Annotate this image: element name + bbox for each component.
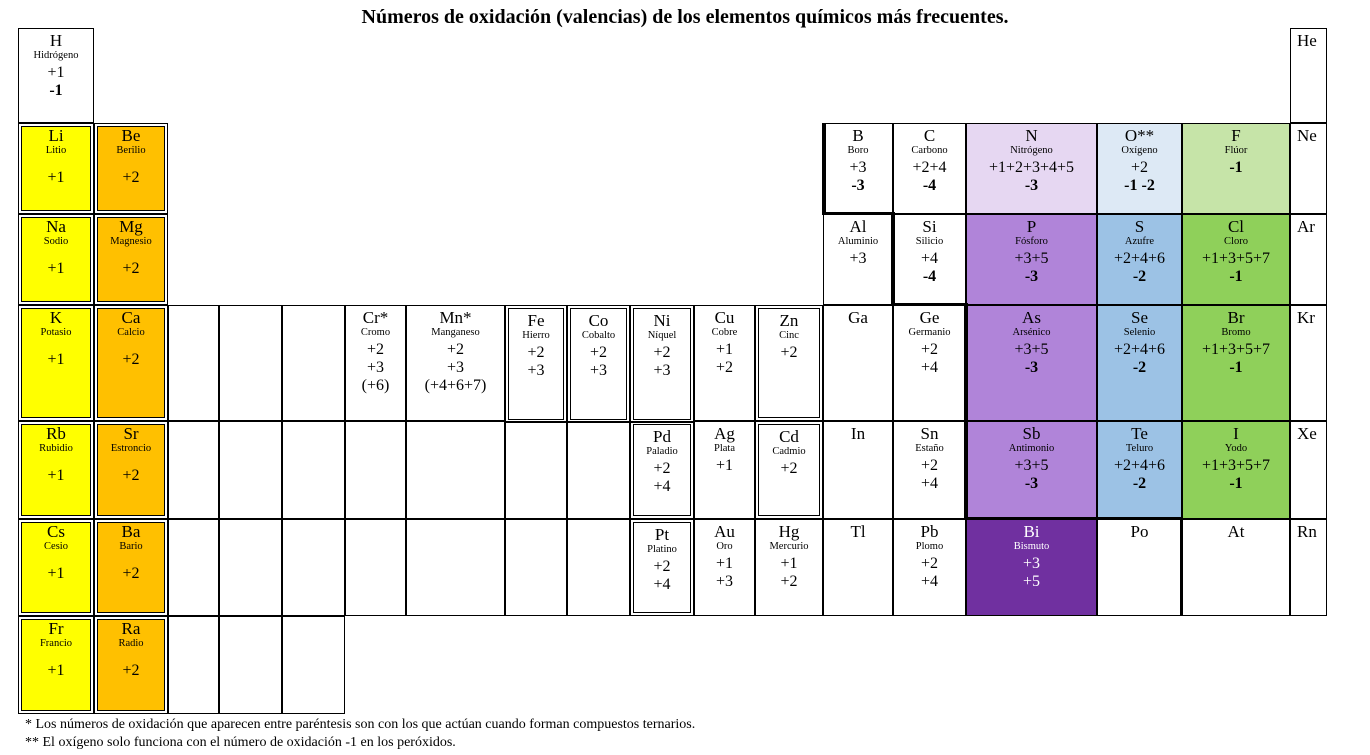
element-cell bbox=[18, 519, 94, 616]
element-symbol: Hg bbox=[778, 522, 800, 541]
oxidation-negative: -1 bbox=[1229, 267, 1243, 285]
empty-cell bbox=[505, 421, 567, 519]
oxidation-positive-2: +3 bbox=[715, 572, 734, 590]
oxidation-positive: +1+3+5+7 bbox=[1201, 249, 1271, 267]
element-symbol: Li bbox=[48, 126, 64, 145]
empty-cell bbox=[505, 519, 567, 616]
noble-gas-cell: Kr bbox=[1290, 305, 1327, 421]
spacer bbox=[95, 159, 167, 169]
empty-cell bbox=[219, 616, 282, 714]
element-name: Sodio bbox=[43, 236, 69, 248]
oxidation-positive: +2+4+6 bbox=[1113, 456, 1166, 474]
oxidation-positive: +1 bbox=[715, 456, 734, 474]
oxidation-positive: +3 bbox=[1022, 554, 1041, 572]
element-cell bbox=[893, 421, 966, 519]
oxidation-negative: -1 bbox=[1229, 158, 1243, 176]
element-symbol: Ge bbox=[919, 308, 940, 327]
element-name: Magnesio bbox=[110, 236, 152, 248]
oxidation-positive-2: +4 bbox=[920, 358, 939, 376]
oxidation-positive: +2 bbox=[527, 343, 545, 361]
element-name: Cobre bbox=[711, 327, 738, 339]
empty-cell bbox=[345, 519, 406, 616]
oxidation-negative: -1 bbox=[1229, 474, 1243, 492]
element-symbol: H bbox=[49, 31, 63, 50]
oxidation-positive: +4 bbox=[920, 249, 939, 267]
element-cell bbox=[893, 519, 966, 616]
element-cell bbox=[1097, 305, 1182, 421]
spacer bbox=[19, 250, 93, 260]
element-cell bbox=[1182, 214, 1290, 305]
element-name: Teluro bbox=[1125, 443, 1154, 455]
empty-cell bbox=[219, 519, 282, 616]
element-cell bbox=[823, 305, 893, 421]
element-name: Radio bbox=[118, 638, 144, 650]
element-symbol: Zn bbox=[779, 311, 799, 330]
oxidation-positive: +2 bbox=[122, 466, 140, 484]
boundary-line bbox=[822, 212, 894, 215]
spacer bbox=[95, 555, 167, 565]
spacer bbox=[19, 555, 93, 565]
spacer bbox=[19, 341, 93, 351]
boundary-line bbox=[1180, 517, 1183, 615]
oxidation-positive-2: +4 bbox=[653, 477, 671, 495]
element-cell bbox=[345, 305, 406, 421]
element-symbol: Bi bbox=[1023, 522, 1040, 541]
element-name: Plomo bbox=[915, 541, 944, 553]
empty-cell bbox=[406, 421, 505, 519]
element-cell bbox=[823, 519, 893, 616]
element-name: Germanio bbox=[908, 327, 951, 339]
element-cell bbox=[966, 421, 1097, 519]
element-symbol: Cu bbox=[714, 308, 735, 327]
element-symbol: Cs bbox=[47, 522, 65, 541]
element-symbol: Sr bbox=[123, 424, 139, 443]
element-name: Oro bbox=[716, 541, 733, 553]
element-symbol: Se bbox=[1131, 308, 1148, 327]
oxidation-positive-2: +3 bbox=[589, 361, 608, 379]
element-cell bbox=[94, 305, 168, 421]
element-name: Cinc bbox=[779, 330, 799, 342]
element-name: Oxígeno bbox=[1121, 145, 1158, 157]
element-cell bbox=[694, 519, 755, 616]
element-name: Calcio bbox=[117, 327, 145, 339]
element-cell bbox=[823, 214, 893, 305]
element-symbol: Ra bbox=[121, 619, 141, 638]
oxidation-positive: +1 bbox=[47, 259, 65, 277]
oxidation-positive: +2 bbox=[589, 343, 608, 361]
oxidation-positive: +2+4 bbox=[912, 158, 947, 176]
element-symbol: N bbox=[1025, 126, 1038, 145]
element-cell bbox=[18, 421, 94, 519]
oxidation-positive: +2 bbox=[366, 340, 385, 358]
element-cell bbox=[966, 519, 1097, 616]
oxidation-positive: +2 bbox=[122, 661, 140, 679]
element-cell bbox=[893, 214, 966, 305]
element-symbol: In bbox=[850, 424, 866, 443]
element-name: Berilio bbox=[116, 145, 146, 157]
element-name: Potasio bbox=[40, 327, 72, 339]
element-cell bbox=[966, 214, 1097, 305]
element-name: Rubidio bbox=[39, 443, 73, 455]
oxidation-positive: +2+4+6 bbox=[1113, 340, 1166, 358]
oxidation-negative: -3 bbox=[1024, 267, 1039, 285]
element-name: Cadmio bbox=[772, 446, 806, 458]
element-symbol: Ni bbox=[653, 311, 671, 330]
element-symbol: C bbox=[923, 126, 936, 145]
oxidation-positive: +2 bbox=[446, 340, 465, 358]
oxidation-positive: +2 bbox=[122, 350, 140, 368]
element-cell bbox=[18, 28, 94, 123]
element-cell bbox=[630, 421, 694, 519]
element-symbol: Te bbox=[1131, 424, 1148, 443]
element-name: Silicio bbox=[915, 236, 944, 248]
oxidation-positive: +1 bbox=[47, 661, 65, 679]
footnote-1: * Los números de oxidación que aparecen entre paréntesis son con los que actúan cuando forman compuestos ternarios. bbox=[25, 717, 696, 732]
element-name: Paladio bbox=[646, 446, 678, 458]
oxidation-negative: -2 bbox=[1132, 474, 1147, 492]
element-cell bbox=[1097, 214, 1182, 305]
element-name: Cobalto bbox=[581, 330, 616, 342]
element-symbol: As bbox=[1022, 308, 1041, 327]
empty-cell bbox=[168, 616, 219, 714]
oxidation-positive: +3 bbox=[849, 249, 867, 267]
element-symbol: Pb bbox=[920, 522, 939, 541]
element-cell bbox=[18, 305, 94, 421]
oxidation-positive: +2 bbox=[920, 554, 939, 572]
element-symbol: Sn bbox=[920, 424, 939, 443]
boundary-line bbox=[822, 123, 826, 214]
element-symbol: Sb bbox=[1022, 424, 1041, 443]
element-name: Níquel bbox=[647, 330, 677, 342]
element-cell bbox=[1182, 519, 1290, 616]
oxidation-negative: -1 bbox=[49, 81, 63, 99]
element-name: Flúor bbox=[1224, 145, 1248, 157]
element-name: Fósforo bbox=[1015, 236, 1048, 248]
element-name: Plata bbox=[714, 443, 735, 455]
element-name: Estaño bbox=[915, 443, 944, 455]
element-cell bbox=[1097, 519, 1182, 616]
element-cell bbox=[567, 305, 630, 423]
element-symbol: At bbox=[1227, 522, 1245, 541]
oxidation-negative: -1 bbox=[1229, 358, 1243, 376]
element-symbol: K bbox=[49, 308, 63, 327]
oxidation-positive-3: (+4+6+7) bbox=[424, 376, 487, 394]
oxidation-negative: -2 bbox=[1132, 267, 1147, 285]
element-cell bbox=[630, 519, 694, 616]
oxidation-positive-3: (+6) bbox=[361, 376, 390, 394]
element-name: Azufre bbox=[1124, 236, 1155, 248]
spacer bbox=[95, 250, 167, 260]
empty-cell bbox=[345, 421, 406, 519]
element-cell bbox=[18, 123, 94, 214]
element-name: Arsénico bbox=[1012, 327, 1051, 339]
element-name: Hidrógeno bbox=[33, 50, 79, 62]
spacer bbox=[95, 457, 167, 467]
element-symbol: Pd bbox=[653, 427, 671, 446]
oxidation-positive: +2+4+6 bbox=[1113, 249, 1166, 267]
element-symbol: Fe bbox=[527, 311, 545, 330]
element-symbol: O** bbox=[1124, 126, 1155, 145]
boundary-line bbox=[964, 303, 968, 520]
empty-cell bbox=[219, 305, 282, 421]
element-cell bbox=[694, 421, 755, 519]
oxidation-positive: +2 bbox=[920, 340, 939, 358]
element-name: Cromo bbox=[360, 327, 391, 339]
element-symbol: Ag bbox=[714, 424, 735, 443]
spacer bbox=[19, 652, 93, 662]
spacer bbox=[95, 652, 167, 662]
element-name: Francio bbox=[39, 638, 73, 650]
oxidation-positive: +2 bbox=[1130, 158, 1149, 176]
element-cell bbox=[1097, 421, 1182, 519]
oxidation-negative: -4 bbox=[922, 176, 937, 194]
oxidation-positive: +2 bbox=[920, 456, 939, 474]
oxidation-positive: +3 bbox=[849, 158, 867, 176]
oxidation-negative: -3 bbox=[1024, 474, 1039, 492]
element-cell bbox=[755, 305, 823, 421]
empty-cell bbox=[168, 519, 219, 616]
empty-cell bbox=[567, 519, 630, 616]
element-cell bbox=[893, 305, 966, 421]
element-symbol: I bbox=[1233, 424, 1239, 443]
element-cell bbox=[94, 519, 168, 616]
element-symbol: Ca bbox=[121, 308, 141, 327]
element-name: Selenio bbox=[1123, 327, 1156, 339]
oxidation-positive: +1 bbox=[715, 340, 734, 358]
oxidation-positive: +2 bbox=[122, 168, 140, 186]
element-symbol: Pt bbox=[654, 525, 670, 544]
empty-cell bbox=[567, 421, 630, 519]
element-name: Bario bbox=[119, 541, 143, 553]
noble-gas-cell: Ar bbox=[1290, 214, 1327, 305]
element-name: Hierro bbox=[522, 330, 550, 342]
oxidation-positive: +1 bbox=[47, 63, 65, 81]
oxidation-positive-2: +4 bbox=[920, 474, 939, 492]
empty-cell bbox=[406, 519, 505, 616]
empty-cell bbox=[282, 305, 345, 421]
footnotes bbox=[25, 716, 695, 752]
oxidation-positive: +2 bbox=[653, 343, 671, 361]
element-name: Nitrógeno bbox=[1010, 145, 1053, 157]
oxidation-positive: +1+3+5+7 bbox=[1201, 456, 1271, 474]
element-name: Yodo bbox=[1224, 443, 1248, 455]
spacer bbox=[19, 457, 93, 467]
element-name: Bromo bbox=[1221, 327, 1251, 339]
element-cell bbox=[505, 305, 567, 423]
element-cell bbox=[18, 214, 94, 305]
empty-cell bbox=[168, 421, 219, 519]
oxidation-positive: +2 bbox=[780, 343, 798, 361]
element-symbol: Si bbox=[922, 217, 937, 236]
element-cell bbox=[755, 519, 823, 616]
element-symbol: Br bbox=[1227, 308, 1245, 327]
element-name: Estroncio bbox=[110, 443, 152, 455]
element-name: Cesio bbox=[44, 541, 68, 553]
element-name: Litio bbox=[45, 145, 67, 157]
oxidation-positive: +2 bbox=[780, 459, 798, 477]
oxidation-positive: +1+3+5+7 bbox=[1201, 340, 1271, 358]
element-symbol: Cr* bbox=[362, 308, 389, 327]
element-cell bbox=[1182, 305, 1290, 421]
oxidation-positive-2: +2 bbox=[780, 572, 798, 590]
element-cell bbox=[694, 305, 755, 421]
element-cell bbox=[630, 305, 694, 423]
element-symbol: B bbox=[852, 126, 864, 145]
element-cell bbox=[406, 305, 505, 421]
element-symbol: Tl bbox=[850, 522, 866, 541]
element-cell bbox=[94, 616, 168, 714]
element-cell bbox=[1182, 123, 1290, 214]
oxidation-positive: +3+5 bbox=[1014, 249, 1049, 267]
oxidation-negative: -2 bbox=[1132, 358, 1147, 376]
oxidation-positive: +2 bbox=[653, 557, 671, 575]
boundary-line bbox=[891, 212, 895, 306]
oxidation-positive: +1 bbox=[47, 466, 65, 484]
oxidation-positive-2: +5 bbox=[1022, 572, 1041, 590]
element-symbol: S bbox=[1134, 217, 1145, 236]
element-symbol: Po bbox=[1130, 522, 1149, 541]
element-cell bbox=[966, 305, 1097, 421]
element-symbol: Au bbox=[714, 522, 735, 541]
element-cell bbox=[755, 421, 823, 519]
oxidation-positive-2: +3 bbox=[653, 361, 671, 379]
oxidation-positive: +1+2+3+4+5 bbox=[988, 158, 1075, 176]
oxidation-negative: -4 bbox=[922, 267, 937, 285]
element-cell bbox=[1097, 123, 1182, 214]
element-symbol: Cl bbox=[1227, 217, 1245, 236]
element-symbol: Ba bbox=[121, 522, 141, 541]
oxidation-positive: +1 bbox=[715, 554, 734, 572]
noble-gas-cell: Ne bbox=[1290, 123, 1327, 214]
element-name: Manganeso bbox=[431, 327, 480, 339]
oxidation-negative: -3 bbox=[1024, 176, 1039, 194]
element-cell bbox=[94, 123, 168, 214]
element-symbol: Co bbox=[588, 311, 609, 330]
element-cell bbox=[823, 421, 893, 519]
element-cell bbox=[893, 123, 966, 214]
noble-gas-cell: Rn bbox=[1290, 519, 1327, 616]
empty-cell bbox=[219, 421, 282, 519]
element-name: Boro bbox=[847, 145, 869, 157]
element-name: Carbono bbox=[911, 145, 948, 157]
element-name: Bismuto bbox=[1013, 541, 1050, 553]
boundary-line bbox=[964, 517, 1182, 520]
element-symbol: P bbox=[1026, 217, 1037, 236]
oxidation-positive-2: +4 bbox=[920, 572, 939, 590]
oxidation-positive: +3+5 bbox=[1014, 340, 1049, 358]
element-name: Aluminio bbox=[837, 236, 879, 248]
element-symbol: Cd bbox=[779, 427, 799, 446]
boundary-line bbox=[891, 303, 966, 306]
element-symbol: Rb bbox=[46, 424, 66, 443]
oxidation-positive: +3+5 bbox=[1014, 456, 1049, 474]
noble-gas-cell: Xe bbox=[1290, 421, 1327, 519]
oxidation-positive: +2 bbox=[122, 564, 140, 582]
spacer bbox=[19, 159, 93, 169]
element-name: Antimonio bbox=[1008, 443, 1055, 455]
element-cell bbox=[18, 616, 94, 714]
element-symbol: F bbox=[1231, 126, 1241, 145]
page-title: Números de oxidación (valencias) de los elementos químicos más frecuentes. bbox=[361, 6, 1009, 28]
element-symbol: Mn* bbox=[439, 308, 472, 327]
empty-cell bbox=[282, 421, 345, 519]
element-cell bbox=[94, 421, 168, 519]
element-cell bbox=[94, 214, 168, 305]
empty-cell bbox=[282, 519, 345, 616]
element-symbol: Ga bbox=[848, 308, 868, 327]
oxidation-positive: +2 bbox=[122, 259, 140, 277]
element-symbol: Na bbox=[46, 217, 66, 236]
oxidation-negative: -3 bbox=[1024, 358, 1039, 376]
element-name: Mercurio bbox=[769, 541, 809, 553]
element-cell bbox=[966, 123, 1097, 214]
element-cell bbox=[1182, 421, 1290, 519]
oxidation-positive: +1 bbox=[780, 554, 798, 572]
oxidation-positive: +1 bbox=[47, 350, 65, 368]
oxidation-negative: -1 -2 bbox=[1124, 176, 1155, 194]
oxidation-positive: +1 bbox=[47, 168, 65, 186]
element-symbol: Be bbox=[121, 126, 141, 145]
element-name: Cloro bbox=[1224, 236, 1248, 248]
oxidation-negative: -3 bbox=[851, 176, 865, 194]
oxidation-positive-2: +2 bbox=[715, 358, 734, 376]
oxidation-positive-2: +4 bbox=[653, 575, 671, 593]
element-symbol: Fr bbox=[48, 619, 64, 638]
footnote-2: ** El oxígeno solo funciona con el número de oxidación -1 en los peróxidos. bbox=[25, 735, 456, 750]
element-cell bbox=[823, 123, 893, 214]
element-symbol: Mg bbox=[119, 217, 143, 236]
noble-gas-cell: He bbox=[1290, 28, 1327, 123]
empty-cell bbox=[282, 616, 345, 714]
element-name: Platino bbox=[647, 544, 677, 556]
oxidation-positive-2: +3 bbox=[446, 358, 465, 376]
spacer bbox=[95, 341, 167, 351]
oxidation-positive: +1 bbox=[47, 564, 65, 582]
oxidation-positive-2: +3 bbox=[527, 361, 545, 379]
element-symbol: Al bbox=[849, 217, 867, 236]
oxidation-positive: +2 bbox=[653, 459, 671, 477]
oxidation-positive-2: +3 bbox=[366, 358, 385, 376]
empty-cell bbox=[168, 305, 219, 421]
